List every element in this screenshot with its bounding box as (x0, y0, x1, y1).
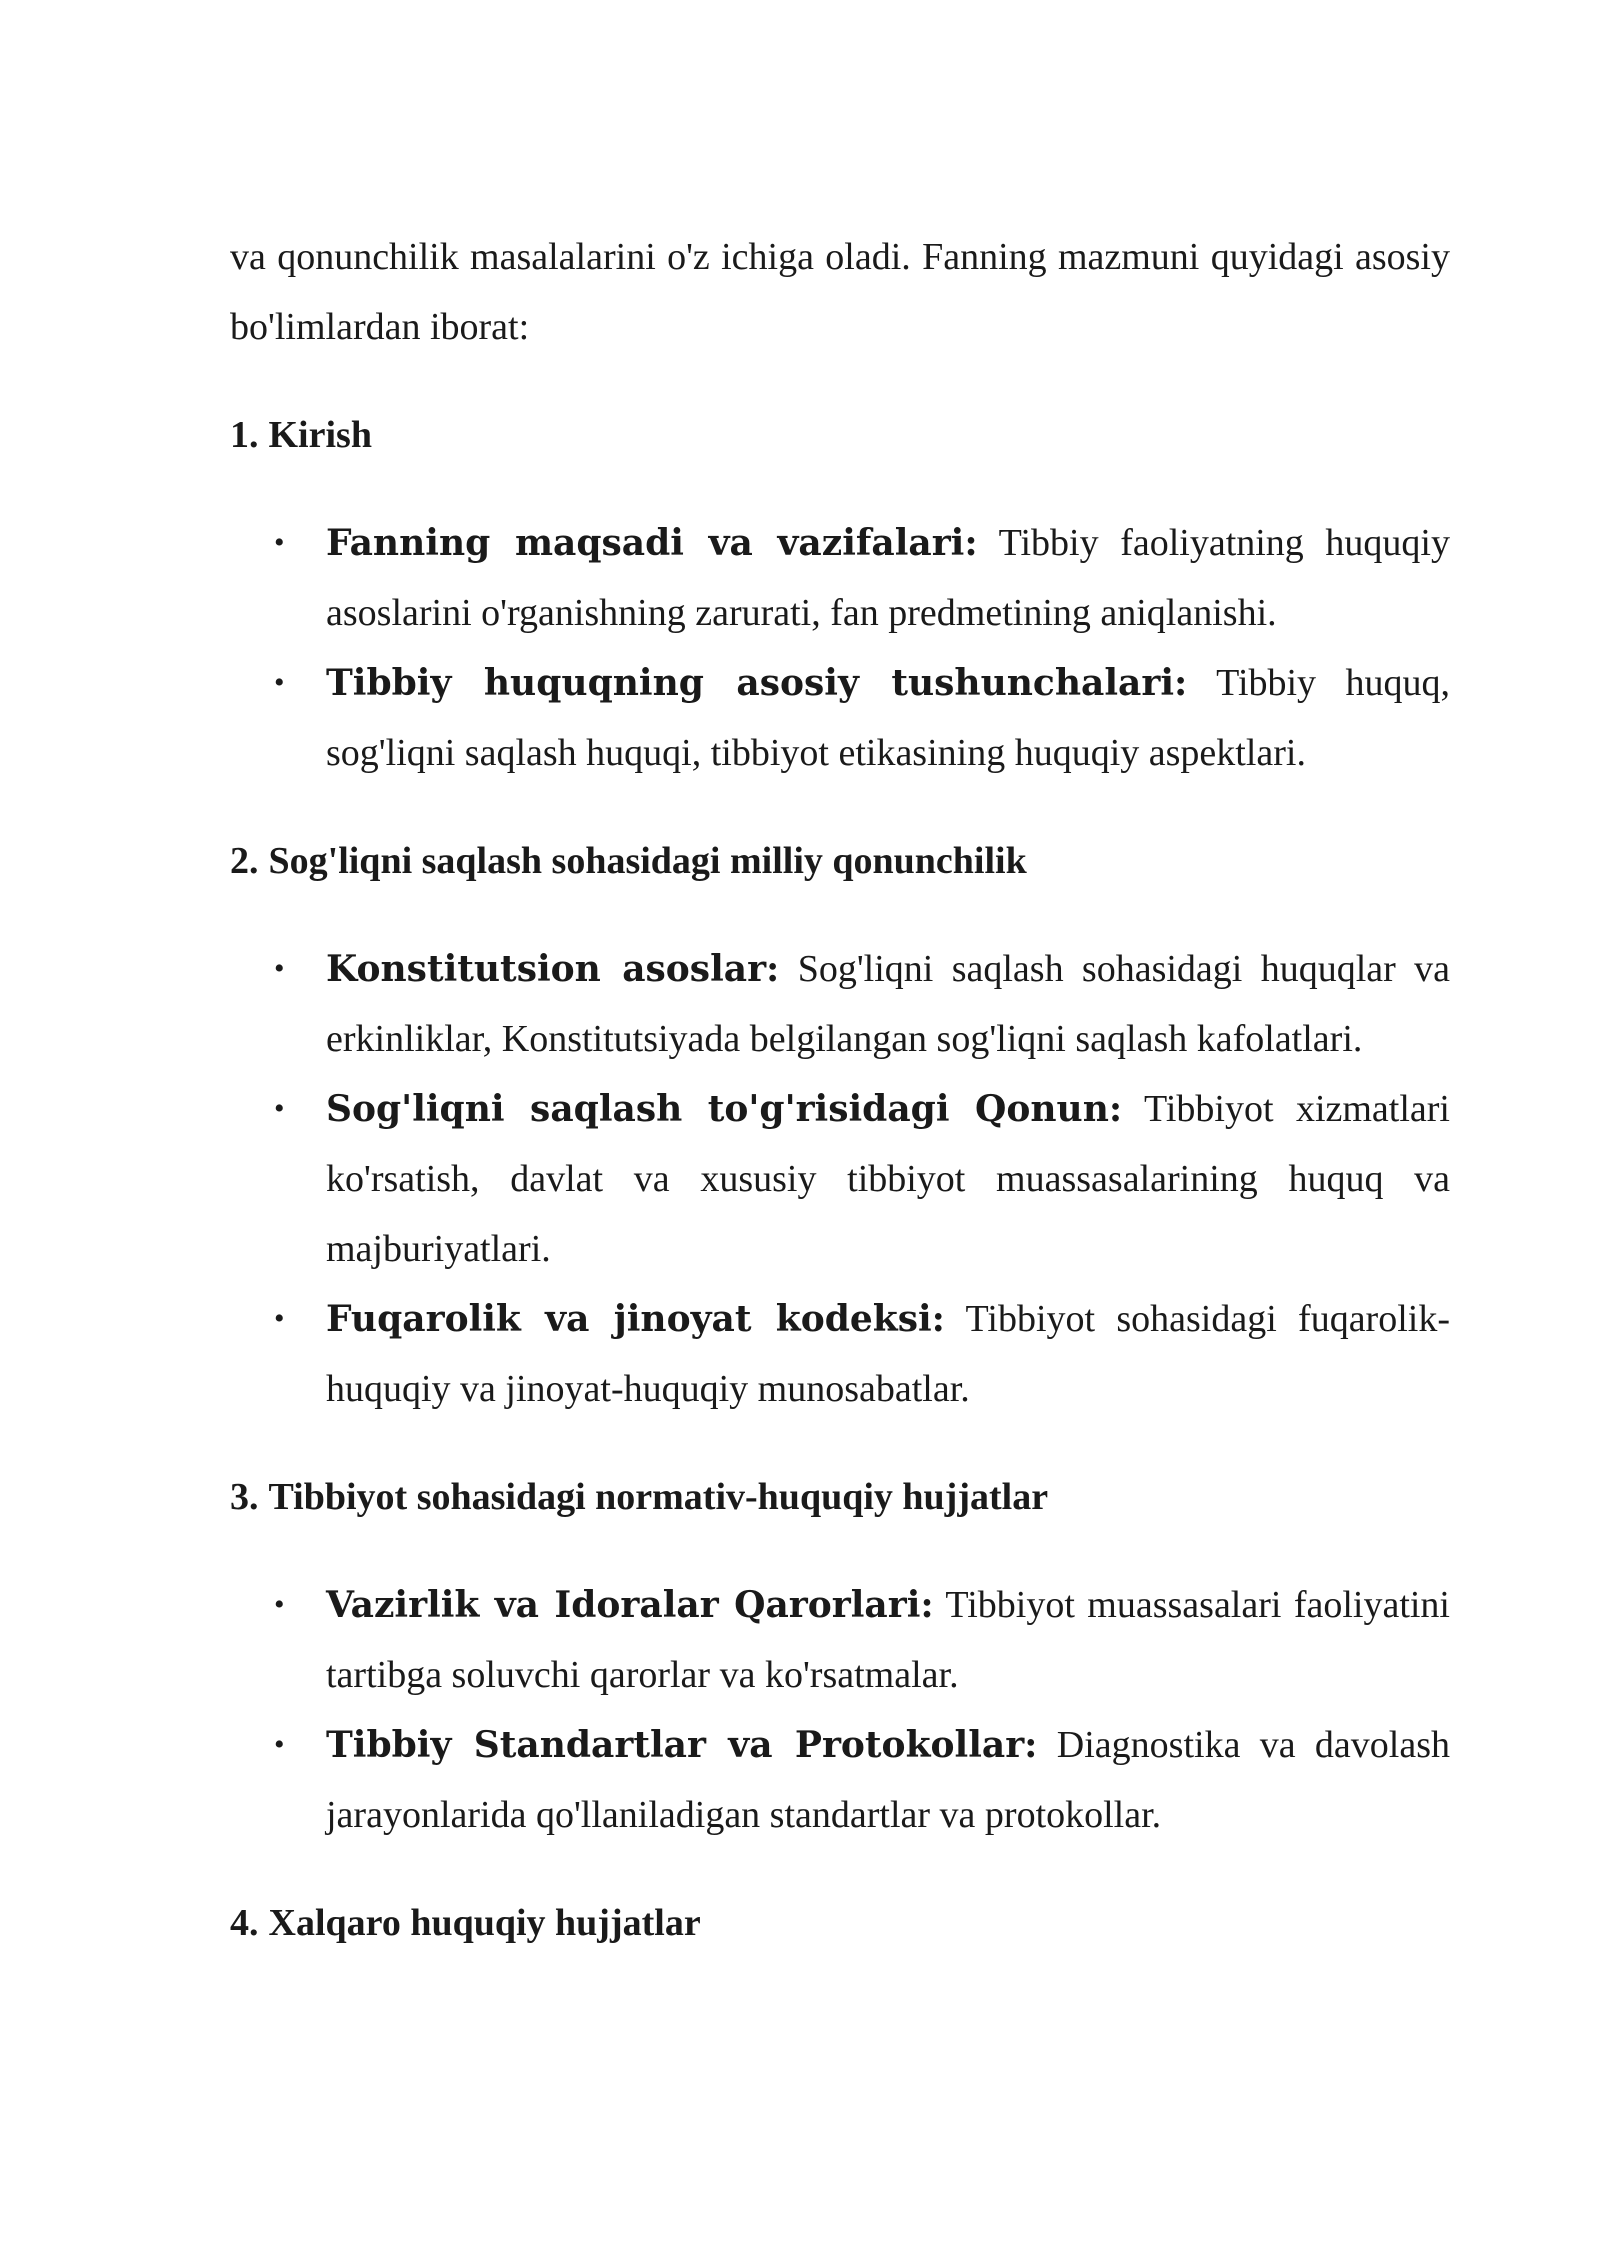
section-4 (230, 1888, 1450, 1958)
list-item (230, 1284, 1450, 1424)
item-text: Tibbiy huquq, sog'liqni saqlash huquqi, tibbiyot etikasining huquqiy aspektlari. (326, 662, 1450, 774)
bullet-icon: • (274, 1302, 285, 1335)
list-item (230, 508, 1450, 648)
section-title: Kirish (268, 414, 372, 456)
bullet-icon: • (274, 666, 285, 699)
item-term: Sog'liqni saqlash to'g'risidagi Qonun: (326, 1088, 1123, 1130)
item-term: Fanning maqsadi va vazifalari: (326, 522, 978, 564)
item-text: Tibbiy faoliyatning huquqiy asoslarini o'rganishning zarurati, fan predmetining aniqlanishi. (326, 522, 1450, 634)
section-title: Xalqaro huquqiy hujjatlar (268, 1902, 701, 1944)
item-text: Tibbiyot muassasalari faoliyatini tartibga soluvchi qarorlar va ko'rsatmalar. (326, 1584, 1450, 1696)
section-2 (230, 826, 1450, 1424)
intro-paragraph: va qonunchilik masalalarini o'z ichiga oladi. Fanning mazmuni quyidagi asosiy bo'limlardan iborat: (230, 236, 1450, 348)
document-page (230, 222, 1450, 1958)
item-term: Vazirlik va Idoralar Qarorlari: (326, 1584, 934, 1626)
bullet-icon: • (274, 1588, 285, 1621)
section-heading (230, 826, 1450, 896)
bullet-list (230, 934, 1450, 1424)
item-text: Tibbiyot sohasidagi fuqarolik-huquqiy va jinoyat-huquqiy munosabatlar. (326, 1298, 1450, 1410)
item-text: Sog'liqni saqlash sohasidagi huquqlar va erkinliklar, Konstitutsiyada belgilangan sog'liqni saqlash kafolatlari. (326, 948, 1451, 1060)
bullet-icon: • (274, 1092, 285, 1125)
section-title: Sog'liqni saqlash sohasidagi milliy qonunchilik (268, 840, 1027, 882)
item-text: Tibbiyot xizmatlari ko'rsatish, davlat va xususiy tibbiyot muassasalarining huquq va majburiyatlari. (326, 1088, 1450, 1270)
bullet-icon: • (274, 952, 285, 985)
section-number: 3. (230, 1476, 259, 1518)
section-heading (230, 400, 1450, 470)
bullet-list (230, 508, 1450, 788)
section-number: 4. (230, 1902, 259, 1944)
list-item (230, 1710, 1450, 1850)
list-item (230, 934, 1450, 1074)
bullet-icon: • (274, 526, 285, 559)
section-heading (230, 1888, 1450, 1958)
section-1 (230, 400, 1450, 788)
list-item (230, 1570, 1450, 1710)
section-heading (230, 1462, 1450, 1532)
item-term: Tibbiy huquqning asosiy tushunchalari: (326, 662, 1188, 704)
item-term: Tibbiy Standartlar va Protokollar: (326, 1724, 1038, 1766)
section-number: 2. (230, 840, 259, 882)
bullet-icon: • (274, 1728, 285, 1761)
section-3 (230, 1462, 1450, 1850)
item-text: Diagnostika va davolash jarayonlarida qo'llaniladigan standartlar va protokollar. (326, 1724, 1451, 1836)
item-term: Konstitutsion asoslar: (326, 948, 780, 990)
list-item (230, 648, 1450, 788)
section-number: 1. (230, 414, 259, 456)
list-item (230, 1074, 1450, 1284)
bullet-list (230, 1570, 1450, 1850)
section-title: Tibbiyot sohasidagi normativ-huquqiy hujjatlar (268, 1476, 1049, 1518)
item-term: Fuqarolik va jinoyat kodeksi: (326, 1298, 945, 1340)
